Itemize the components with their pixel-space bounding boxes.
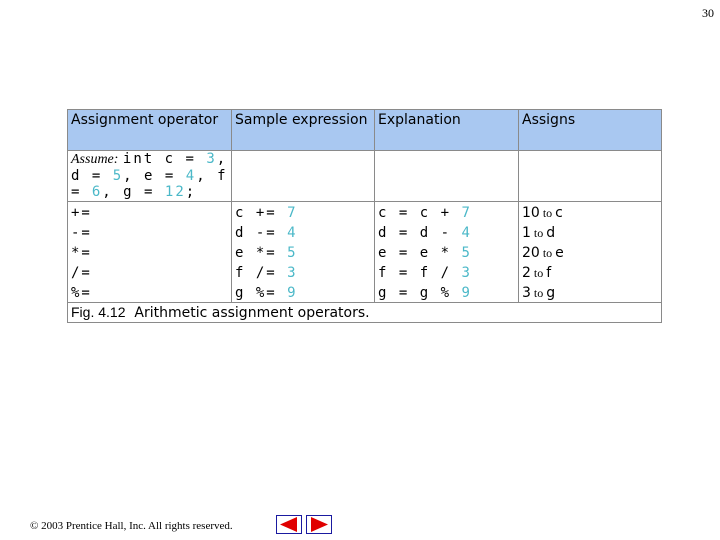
assume-empty-cell bbox=[519, 151, 662, 202]
explanation-text: g = g % bbox=[378, 285, 462, 301]
assume-empty-cell bbox=[375, 151, 519, 202]
assume-code-text: = bbox=[71, 184, 92, 200]
assume-number: 4 bbox=[185, 168, 197, 184]
previous-slide-button[interactable] bbox=[276, 515, 302, 534]
expression-text: c += bbox=[235, 205, 288, 221]
explanation-number: 5 bbox=[461, 245, 472, 261]
assume-part bbox=[144, 168, 207, 184]
assume-cell bbox=[68, 151, 232, 202]
explanation-text: e = e * bbox=[378, 245, 462, 261]
table-row bbox=[68, 242, 662, 262]
assume-code-text: e = bbox=[144, 168, 186, 184]
table-row bbox=[68, 262, 662, 282]
operator-cell: /= bbox=[68, 262, 232, 282]
assume-part bbox=[217, 168, 227, 184]
figure-title: Arithmetic assignment operators. bbox=[134, 305, 370, 321]
explanation-number: 3 bbox=[461, 265, 472, 281]
assign-variable: e bbox=[555, 245, 564, 261]
table-header-row bbox=[68, 110, 662, 151]
explanation-number: 4 bbox=[461, 225, 472, 241]
explanation-cell bbox=[375, 242, 519, 262]
figure-label: Fig. 4.12 bbox=[71, 304, 126, 320]
table-row bbox=[68, 282, 662, 303]
assume-punct: ; bbox=[185, 184, 197, 200]
assume-punct: , bbox=[123, 168, 134, 184]
assigns-cell bbox=[519, 202, 662, 223]
header-operator: Assignment operator bbox=[68, 110, 232, 151]
assume-number: 3 bbox=[206, 151, 217, 167]
assume-part bbox=[123, 184, 196, 200]
figure-caption bbox=[68, 303, 662, 323]
explanation-text: f = f / bbox=[378, 265, 462, 281]
assume-code-text: g = bbox=[123, 184, 165, 200]
assume-punct: , bbox=[102, 184, 113, 200]
table-row bbox=[68, 222, 662, 242]
header-explanation: Explanation bbox=[375, 110, 519, 151]
expression-number: 9 bbox=[287, 285, 298, 301]
sample-expression-cell bbox=[232, 282, 375, 303]
assume-code-text: d = bbox=[71, 168, 113, 184]
expression-number: 7 bbox=[287, 205, 298, 221]
explanation-text: d = d - bbox=[378, 225, 462, 241]
sample-expression-cell bbox=[232, 262, 375, 282]
assign-variable: c bbox=[555, 205, 563, 221]
assume-code-text: int c = bbox=[122, 151, 207, 167]
explanation-number: 7 bbox=[461, 205, 472, 221]
assume-code-text: f bbox=[217, 168, 228, 184]
assign-variable: f bbox=[546, 265, 552, 281]
explanation-number: 9 bbox=[461, 285, 472, 301]
operator-cell: += bbox=[68, 202, 232, 223]
assign-to-word: to bbox=[533, 286, 544, 300]
assume-empty-cell bbox=[232, 151, 375, 202]
assume-part bbox=[71, 168, 134, 184]
assigns-cell bbox=[519, 282, 662, 303]
operator-cell: %= bbox=[68, 282, 232, 303]
explanation-cell bbox=[375, 222, 519, 242]
explanation-cell bbox=[375, 202, 519, 223]
sample-expression-cell bbox=[232, 202, 375, 223]
expression-number: 3 bbox=[287, 265, 298, 281]
copyright-footer: © 2003 Prentice Hall, Inc. All rights reserved. bbox=[30, 520, 233, 532]
arrow-right-icon bbox=[306, 515, 332, 534]
assigns-cell bbox=[519, 242, 662, 262]
expression-text: d -= bbox=[235, 225, 288, 241]
assign-to-word: to bbox=[533, 266, 544, 280]
expression-number: 4 bbox=[287, 225, 298, 241]
arrow-left-icon bbox=[276, 515, 302, 534]
assign-value: 3 bbox=[522, 285, 531, 301]
sample-expression-cell bbox=[232, 222, 375, 242]
next-slide-button[interactable] bbox=[306, 515, 332, 534]
assume-part bbox=[123, 151, 227, 167]
expression-text: f /= bbox=[235, 265, 288, 281]
assign-to-word: to bbox=[533, 226, 544, 240]
sample-expression-cell bbox=[232, 242, 375, 262]
assume-punct: , bbox=[196, 168, 207, 184]
assign-value: 2 bbox=[522, 265, 531, 281]
assign-to-word: to bbox=[542, 206, 553, 220]
assign-variable: d bbox=[546, 225, 556, 241]
assume-punct: , bbox=[216, 151, 228, 167]
assume-row bbox=[68, 151, 662, 202]
assume-number: 6 bbox=[91, 184, 103, 200]
operator-cell: *= bbox=[68, 242, 232, 262]
explanation-cell bbox=[375, 262, 519, 282]
assign-to-word: to bbox=[542, 246, 553, 260]
table-row bbox=[68, 202, 662, 223]
expression-text: g %= bbox=[235, 285, 288, 301]
assume-number: 5 bbox=[112, 168, 124, 184]
assign-value: 20 bbox=[522, 245, 540, 261]
header-assigns: Assigns bbox=[519, 110, 662, 151]
assume-number: 12 bbox=[164, 184, 186, 200]
expression-number: 5 bbox=[287, 245, 298, 261]
assigns-cell bbox=[519, 262, 662, 282]
expression-text: e *= bbox=[235, 245, 288, 261]
assume-label: Assume: bbox=[71, 152, 119, 167]
explanation-text: c = c + bbox=[378, 205, 462, 221]
page-number: 30 bbox=[702, 6, 714, 20]
assume-part bbox=[71, 184, 113, 200]
caption-row bbox=[68, 303, 662, 323]
header-sample-expression: Sample expression bbox=[232, 110, 375, 151]
assign-value: 10 bbox=[522, 205, 540, 221]
assign-value: 1 bbox=[522, 225, 531, 241]
operator-cell: -= bbox=[68, 222, 232, 242]
assignment-operators-table bbox=[67, 109, 662, 323]
assigns-cell bbox=[519, 222, 662, 242]
explanation-cell bbox=[375, 282, 519, 303]
assign-variable: g bbox=[546, 285, 556, 301]
